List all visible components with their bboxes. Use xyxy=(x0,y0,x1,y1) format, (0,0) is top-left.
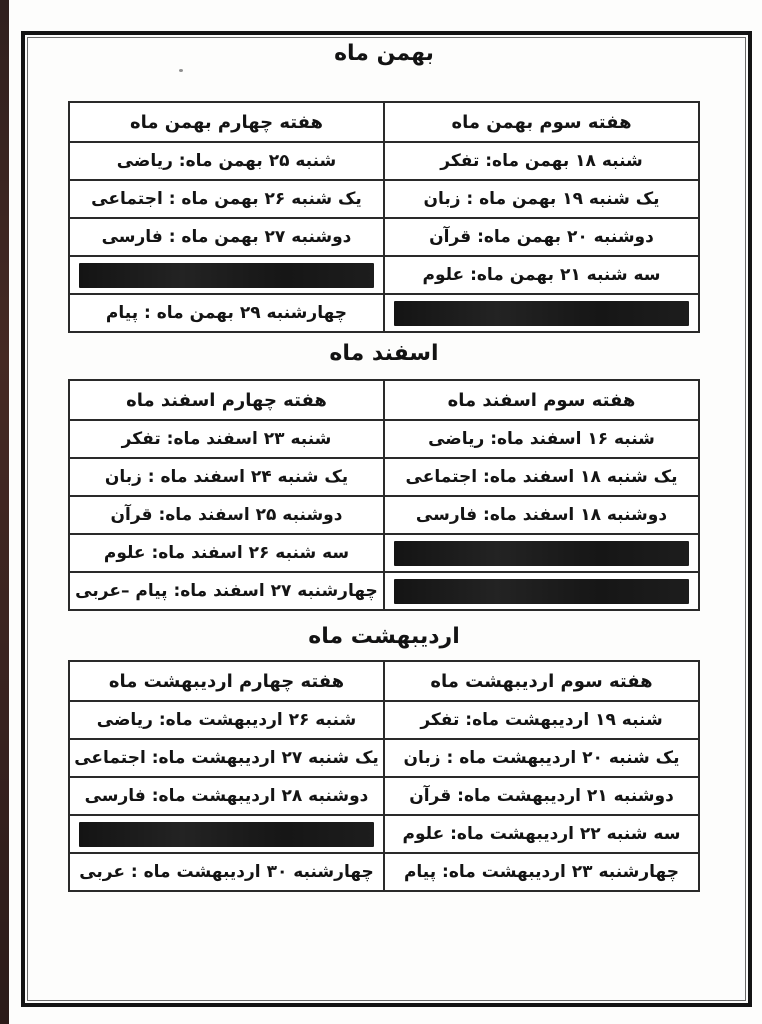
schedule-cell: دوشنبه ۲۷ بهمن ماه : فارسی xyxy=(69,218,384,256)
table-header-row xyxy=(69,661,699,701)
table-row xyxy=(69,180,699,218)
schedule-table-bahman xyxy=(68,101,700,333)
redaction-bar xyxy=(79,822,374,847)
table-header-row xyxy=(69,380,699,420)
redaction-bar xyxy=(79,263,374,288)
schedule-cell: شنبه ۲۶ اردیبهشت ماه: ریاضی xyxy=(69,701,384,739)
week-header-third-esfand: هفته سوم اسفند ماه xyxy=(384,380,699,420)
schedule-cell: شنبه ۱۸ بهمن ماه: تفکر xyxy=(384,142,699,180)
table-row xyxy=(69,294,699,332)
schedule-cell: دوشنبه ۲۸ اردیبهشت ماه: فارسی xyxy=(69,777,384,815)
table-row xyxy=(69,701,699,739)
month-title-ordibehesht: اردیبهشت ماه xyxy=(308,624,460,649)
schedule-cell: سه شنبه ۲۲ اردیبهشت ماه: علوم xyxy=(384,815,699,853)
table-row xyxy=(69,853,699,891)
schedule-cell: دوشنبه ۲۱ اردیبهشت ماه: قرآن xyxy=(384,777,699,815)
schedule-cell: چهارشنبه ۲۷ اسفند ماه: پیام –عربی xyxy=(69,572,384,610)
schedule-cell: سه شنبه ۲۶ اسفند ماه: علوم xyxy=(69,534,384,572)
schedule-cell-redacted xyxy=(384,534,699,572)
table-row xyxy=(69,142,699,180)
schedule-cell: شنبه ۱۶ اسفند ماه: ریاضی xyxy=(384,420,699,458)
schedule-cell: دوشنبه ۲۰ بهمن ماه: قرآن xyxy=(384,218,699,256)
month-title-bahman: بهمن ماه xyxy=(334,41,434,66)
schedule-cell: یک شنبه ۲۶ بهمن ماه : اجتماعی xyxy=(69,180,384,218)
schedule-cell: چهارشنبه ۳۰ اردیبهشت ماه : عربی xyxy=(69,853,384,891)
table-row xyxy=(69,777,699,815)
schedule-cell: چهارشنبه ۲۳ اردیبهشت ماه: پیام xyxy=(384,853,699,891)
table-row xyxy=(69,815,699,853)
schedule-table-esfand xyxy=(68,379,700,611)
scan-speck xyxy=(179,69,183,72)
redaction-bar xyxy=(394,541,689,566)
schedule-table-ordibehesht xyxy=(68,660,700,892)
schedule-cell: یک شنبه ۱۸ اسفند ماه: اجتماعی xyxy=(384,458,699,496)
redaction-bar xyxy=(394,579,689,604)
schedule-cell: شنبه ۲۵ بهمن ماه: ریاضی xyxy=(69,142,384,180)
schedule-cell: یک شنبه ۲۰ اردیبهشت ماه : زبان xyxy=(384,739,699,777)
table-row xyxy=(69,458,699,496)
schedule-cell: چهارشنبه ۲۹ بهمن ماه : پیام xyxy=(69,294,384,332)
week-header-third-bahman: هفته سوم بهمن ماه xyxy=(384,102,699,142)
table-row xyxy=(69,496,699,534)
schedule-cell: یک شنبه ۱۹ بهمن ماه : زبان xyxy=(384,180,699,218)
table-header-row xyxy=(69,102,699,142)
schedule-cell-redacted xyxy=(69,256,384,294)
table-row xyxy=(69,739,699,777)
week-header-third-ordibehesht: هفته سوم اردیبهشت ماه xyxy=(384,661,699,701)
scan-edge-strip xyxy=(0,0,9,1024)
table-row xyxy=(69,420,699,458)
schedule-cell-redacted xyxy=(69,815,384,853)
table-row xyxy=(69,256,699,294)
schedule-cell: یک شنبه ۲۴ اسفند ماه : زبان xyxy=(69,458,384,496)
week-header-fourth-ordibehesht: هفته چهارم اردیبهشت ماه xyxy=(69,661,384,701)
table-row xyxy=(69,218,699,256)
redaction-bar xyxy=(394,301,689,326)
table-row xyxy=(69,572,699,610)
table-row xyxy=(69,534,699,572)
schedule-cell: شنبه ۲۳ اسفند ماه: تفکر xyxy=(69,420,384,458)
schedule-cell: دوشنبه ۲۵ اسفند ماه: قرآن xyxy=(69,496,384,534)
schedule-cell: سه شنبه ۲۱ بهمن ماه: علوم xyxy=(384,256,699,294)
schedule-cell: دوشنبه ۱۸ اسفند ماه: فارسی xyxy=(384,496,699,534)
schedule-cell: یک شنبه ۲۷ اردیبهشت ماه: اجتماعی xyxy=(69,739,384,777)
week-header-fourth-bahman: هفته چهارم بهمن ماه xyxy=(69,102,384,142)
schedule-cell: شنبه ۱۹ اردیبهشت ماه: تفکر xyxy=(384,701,699,739)
month-title-esfand: اسفند ماه xyxy=(329,341,439,366)
schedule-cell-redacted xyxy=(384,294,699,332)
schedule-cell-redacted xyxy=(384,572,699,610)
week-header-fourth-esfand: هفته چهارم اسفند ماه xyxy=(69,380,384,420)
